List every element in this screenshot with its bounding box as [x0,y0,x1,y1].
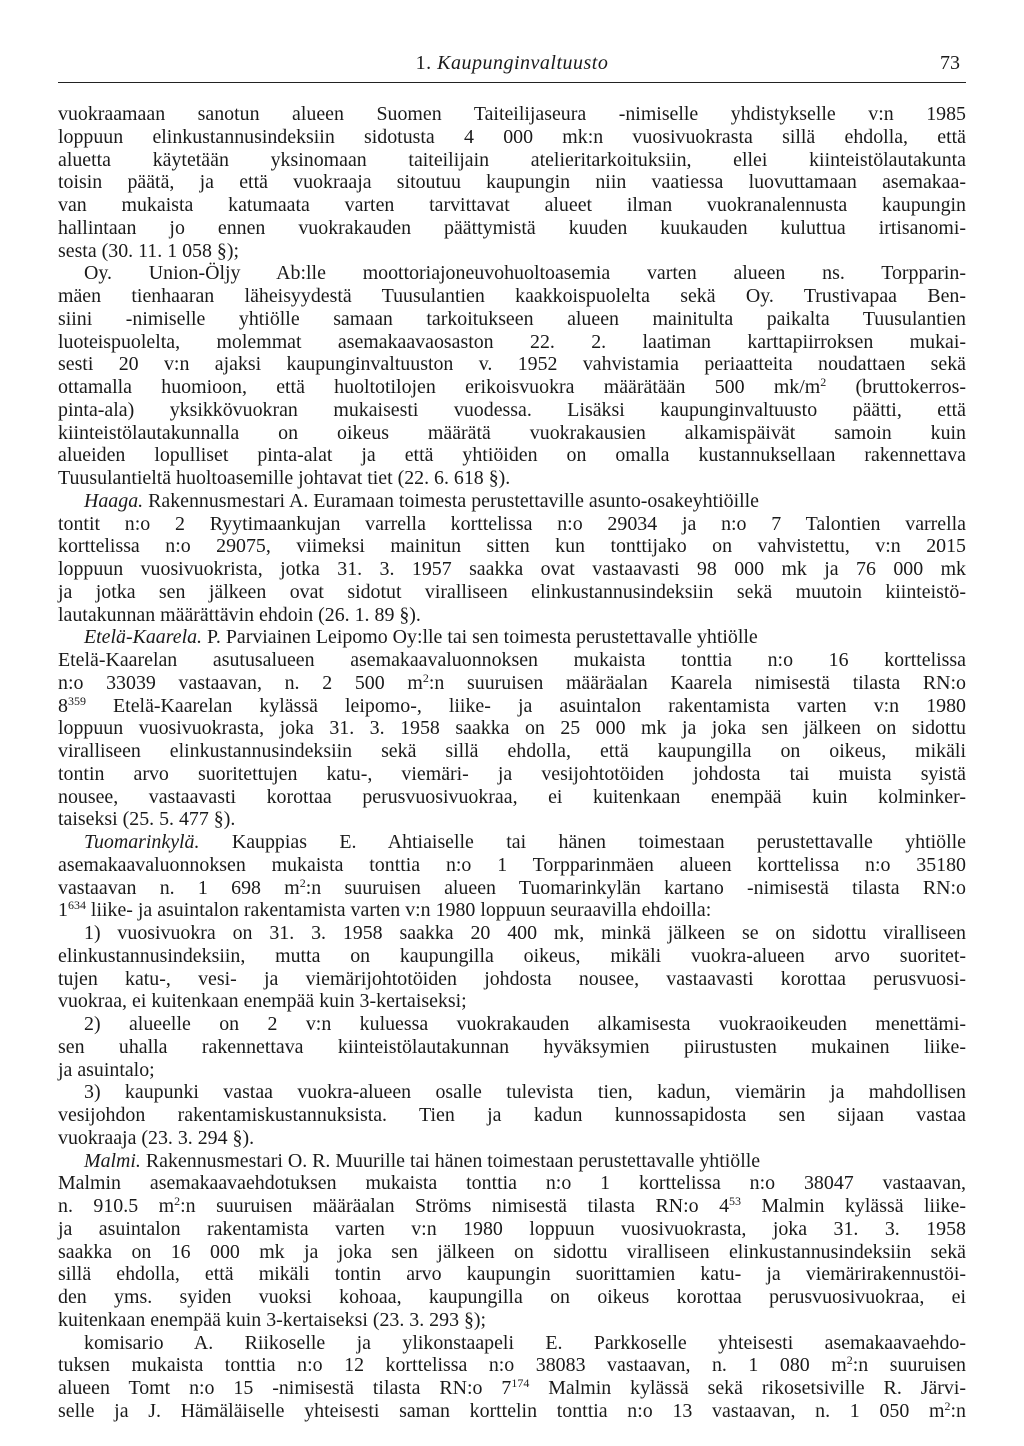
text-run: saakka on 16 000 mk ja joka sen jälkeen on sidottu viralliseen elinkustannusindeksiin sekä [58,1240,966,1263]
text-line [58,672,966,695]
text-line [58,740,966,763]
superscript: 2 [299,875,306,890]
chapter-heading [58,52,966,75]
text-line [58,1195,966,1218]
text-run: Rakennusmestari A. Euramaan toimesta perustettaville asunto-osakeyhtiöille [143,489,760,512]
text-run: tontit n:o 2 Ryytimaankujan varrella korttelissa n:o 29034 ja n:o 7 Talontien varrella [58,512,966,535]
text-line [58,513,966,536]
text-run: sillä ehdolla, että mikäli tontin arvo kaupungin suorittamien katu- ja viemärirakennustöi- [58,1263,966,1286]
text-run: ja jotka sen jälkeen ovat sidotut viralliseen elinkustannusindeksiin sekä muutoin kiinteistö- [58,580,966,603]
text-run: 3) kaupunki vastaa vuokra-alueen osalle tulevista tien, kadun, viemärin ja mahdollisen [84,1081,966,1104]
text-line [58,331,966,354]
superscript: 174 [511,1376,530,1390]
text-line [58,1263,966,1286]
text-run: selle ja J. Hämäläiselle yhteisesti saman korttelin tonttia n:o 13 vastaavan, n. 1 050 m [58,1399,945,1422]
text-run: loppuun vuosivuokrista, jotka 31. 3. 1957 saakka ovat vastaavasti 98 000 mk ja 76 000 mk [58,558,966,580]
text-run: vuokraamaan sanotun alueen Suomen Taiteilijaseura -nimiselle yhdistykselle v:n 1985 [58,103,966,125]
text-line [58,1354,966,1377]
text-run: :n suuruisen määräalan Kaarela nimisestä tilasta RN:o [428,671,966,694]
text-run: aluetta käytetään yksinomaan taiteilijain atelieritarkoituksiin, ellei kiinteistölautakunta [58,148,966,171]
text-run: :n suuruisen alueen Tuomarinkylän kartano -nimisestä tilasta RN:o [305,876,966,899]
text-run: vuokraa, ei kuitenkaan enempää kuin 3-kertaiseksi; [58,990,467,1013]
text-run: 1 [58,899,68,922]
text-line [58,240,966,263]
text-run: n. 910.5 m [58,1195,175,1217]
text-run: tujen katu-, vesi- ja viemärijohtotöiden johdosta nousee, vastaavasti korottaa perusvuosi- [58,967,966,990]
text-run: sesti 20 v:n ajaksi kaupunginvaltuuston v. 1952 vahvistamia periaatteita noudattaen sekä [58,353,966,376]
text-line [58,831,966,854]
text-line [58,1218,966,1241]
body-text [58,103,966,1423]
place-name-heading: Haaga. [84,489,144,512]
text-run: :n [950,1399,966,1422]
superscript: 634 [67,898,86,913]
text-run: n:o 33039 vastaavan, n. 2 500 m [58,671,423,694]
text-run: vastaavan n. 1 698 m [58,876,300,899]
text-run: Oy. Union-Öljy Ab:lle moottoriajoneuvohuoltoasemia varten alueen ns. Torpparin- [84,262,966,285]
text-line [58,194,966,217]
text-run: van mukaista katumaata varten tarvittavat alueet ilman vuokranalennusta kaupungin [58,194,966,216]
text-run: alueiden lopulliset pinta-alat ja että yhtiöiden on omalla kustannuksellaan rakennettava [58,444,966,467]
text-line [58,1127,966,1150]
text-line [58,558,966,581]
place-name-heading: Tuomarinkylä. [84,831,200,853]
text-line [58,353,966,376]
text-run: pinta-ala) yksikkövuokran mukaisesti vuodessa. Lisäksi kaupunginvaltuusto päätti, että [58,398,966,421]
text-line [58,1150,966,1173]
text-run: korttelissa n:o 29075, viimeksi mainitun sitten kun tonttijako on vahvistettu, v:n 2015 [58,535,966,558]
text-run: vesijohdon rakentamiskustannuksista. Tien ja kadun kunnossapidosta sen sijaan vastaa [58,1104,966,1126]
text-run: lautakunnan määrättävin ehdoin (26. 1. 89 §). [58,603,421,626]
text-run: sen uhalla rakennettava kiinteistölautakunnan hyväksymien piirustusten mukainen liike- [58,1035,966,1058]
text-run: nousee, vastaavasti korottaa perusvuosivuokraa, ei kuitenkaan enempää kuin kolminker- [58,785,966,808]
superscript: 2 [422,670,429,685]
text-run: sesta (30. 11. 1 058 §); [58,239,240,262]
text-line [58,1309,966,1332]
text-run: Etelä-Kaarelan asutusalueen asemakaavaluonnoksen mukaista tonttia n:o 16 korttelissa [58,649,966,671]
text-line [58,1241,966,1264]
text-line [58,1036,966,1059]
text-line [58,217,966,240]
text-line [58,990,966,1013]
text-run: kiinteistölautakunnalla on oikeus määrätä vuokrakausien alkamispäivät samoin kuin [58,421,966,444]
text-run: taiseksi (25. 5. 477 §). [58,808,236,831]
text-line [58,945,966,968]
text-line [58,422,966,445]
text-run: viralliseen elinkustannusindeksiin sekä sillä ehdolla, että kaupungilla on oikeus, mikäli [58,740,966,762]
text-line [58,1059,966,1082]
text-run: hallintaan jo ennen vuokrakauden päättymistä kuuden kuukauden kuluttua irtisanomi- [58,216,966,239]
superscript: 2 [174,1194,181,1208]
text-line [58,399,966,422]
document-page [58,48,966,1423]
chapter-title: Kaupunginvaltuusto [437,52,609,74]
text-line [58,626,966,649]
text-run: loppuun vuosivuokrasta, joka 31. 3. 1958 saakka on 25 000 mk ja joka sen jälkeen on sidottu [58,717,966,740]
text-run: Tuusulantieltä huoltoasemille johtavat tiet (22. 6. 618 §). [58,467,511,489]
text-line [58,899,966,922]
text-line [58,1104,966,1127]
text-run: P. Parviainen Leipomo Oy:lle tai sen toimesta perustettavalle yhtiölle [202,626,758,649]
text-line [58,467,966,490]
text-line [58,171,966,194]
text-run: toisin päätä, ja että vuokraaja sitoutuu kaupungin niin vaatiessa luovuttamaan asemakaa- [58,171,966,194]
text-line [58,604,966,627]
text-line [58,717,966,740]
text-line [58,968,966,991]
text-run: Kauppias E. Ahtiaiselle tai hänen toimestaan perustettavalle yhtiölle [199,831,966,853]
text-run: siini -nimiselle yhtiölle samaan tarkoitukseen alueen mainitulta paikalta Tuusulantien [58,307,966,330]
text-run: komisario A. Riikoselle ja ylikonstaapeli E. Parkkoselle yhteisesti asemakaavaehdo- [84,1331,966,1354]
superscript: 53 [729,1194,742,1208]
text-run: alueen Tomt n:o 15 -nimisestä tilasta RN:o 7 [58,1377,512,1399]
text-line [58,535,966,558]
superscript: 2 [944,1398,951,1413]
text-line [58,808,966,831]
text-run: 2) alueelle on 2 v:n kuluessa vuokrakauden alkamisesta vuokraoikeuden menettämi- [84,1013,966,1035]
text-run: ja asuintalon rakentamista varten v:n 1980 loppuun vuosivuokrasta, joka 31. 3. 1958 [58,1217,966,1240]
text-line [58,149,966,172]
text-run: Rakennusmestari O. R. Muurille tai hänen toimestaan perustettavalle yhtiölle [140,1149,761,1172]
text-line [58,1377,966,1400]
text-line [58,649,966,672]
text-line [58,285,966,308]
text-line [58,695,966,718]
text-run: 8 [58,694,68,717]
text-line [58,490,966,513]
text-line [58,444,966,467]
text-run: tontin arvo suoritettujen katu-, viemäri- ja vesijohtotöiden johdosta tai muista syistä [58,762,966,785]
text-run: :n suuruisen määräalan Ströms nimisestä tilasta RN:o 4 [180,1195,730,1217]
text-run: (bruttokerros- [826,376,966,398]
text-line [58,376,966,399]
text-run: mäen tienhaaran läheisyydestä Tuusulantien kaakkoispuolelta sekä Oy. Trustivapaa Ben- [58,285,966,307]
text-run: tuksen mukaista tonttia n:o 12 korttelissa n:o 38083 vastaavan, n. 1 080 m [58,1354,847,1377]
text-line [58,854,966,877]
text-line [58,103,966,126]
text-run: loppuun elinkustannusindeksiin sidotusta 4 000 mk:n vuosivuokrasta sillä ehdolla, että [58,125,966,148]
superscript: 2 [846,1353,853,1368]
text-line [58,877,966,900]
text-line [58,1081,966,1104]
text-line [58,1013,966,1036]
text-line [58,1400,966,1423]
text-line [58,1172,966,1195]
text-line [58,126,966,149]
text-run: Malmin kylässä liike- [741,1195,966,1217]
text-run: vuokraaja (23. 3. 294 §). [58,1126,255,1149]
text-run: asemakaavaluonnoksen mukaista tonttia n:o 1 Torpparinmäen alueen korttelissa n:o 35180 [58,853,966,876]
text-run: 1) vuosivuokra on 31. 3. 1958 saakka 20 400 mk, minkä jälkeen se on sidottu viralliseen [84,922,966,944]
text-line [58,1286,966,1309]
text-line [58,262,966,285]
text-run: Malmin asemakaavaehdotuksen mukaista tonttia n:o 1 korttelissa n:o 38047 vastaavan, [58,1172,966,1195]
page-number: 73 [940,52,960,74]
text-run: Etelä-Kaarelan kylässä leipomo-, liike- ja asuintalon rakentamista varten v:n 1980 [85,694,966,717]
place-name-heading: Etelä-Kaarela. [84,626,203,649]
text-run: :n suuruisen [852,1354,966,1377]
text-run: ja asuintalo; [58,1058,155,1081]
text-line [58,308,966,331]
text-run: liike- ja asuintalon rakentamista varten v:n 1980 loppuun seuraavilla ehdoilla: [85,899,712,922]
text-run: ottamalla huomioon, että huoltotilojen erikoisvuokra määrätään 500 mk/m [58,376,821,398]
chapter-number: 1. [415,52,432,74]
text-run: den yms. syiden vuoksi kohoaa, kaupungilla on oikeus korottaa perusvuosivuokraa, ei [58,1286,966,1308]
running-header [58,48,966,83]
text-run: elinkustannusindeksiin, mutta on kaupungilla oikeus, mikäli vuokra-alueen arvo suoritet- [58,944,966,967]
text-line [58,763,966,786]
superscript: 359 [67,693,86,708]
text-line [58,786,966,809]
text-line [58,922,966,945]
superscript: 2 [820,375,827,389]
text-run: Malmin kylässä sekä rikosetsiville R. Järvi- [529,1377,966,1399]
text-run: luoteispuolelta, molemmat asemakaavaosaston 22. 2. laatiman karttapiirroksen mukai- [58,330,966,353]
place-name-heading: Malmi. [84,1149,141,1172]
text-run: kuitenkaan enempää kuin 3-kertaiseksi (23. 3. 293 §); [58,1308,487,1331]
text-line [58,581,966,604]
text-line [58,1332,966,1355]
